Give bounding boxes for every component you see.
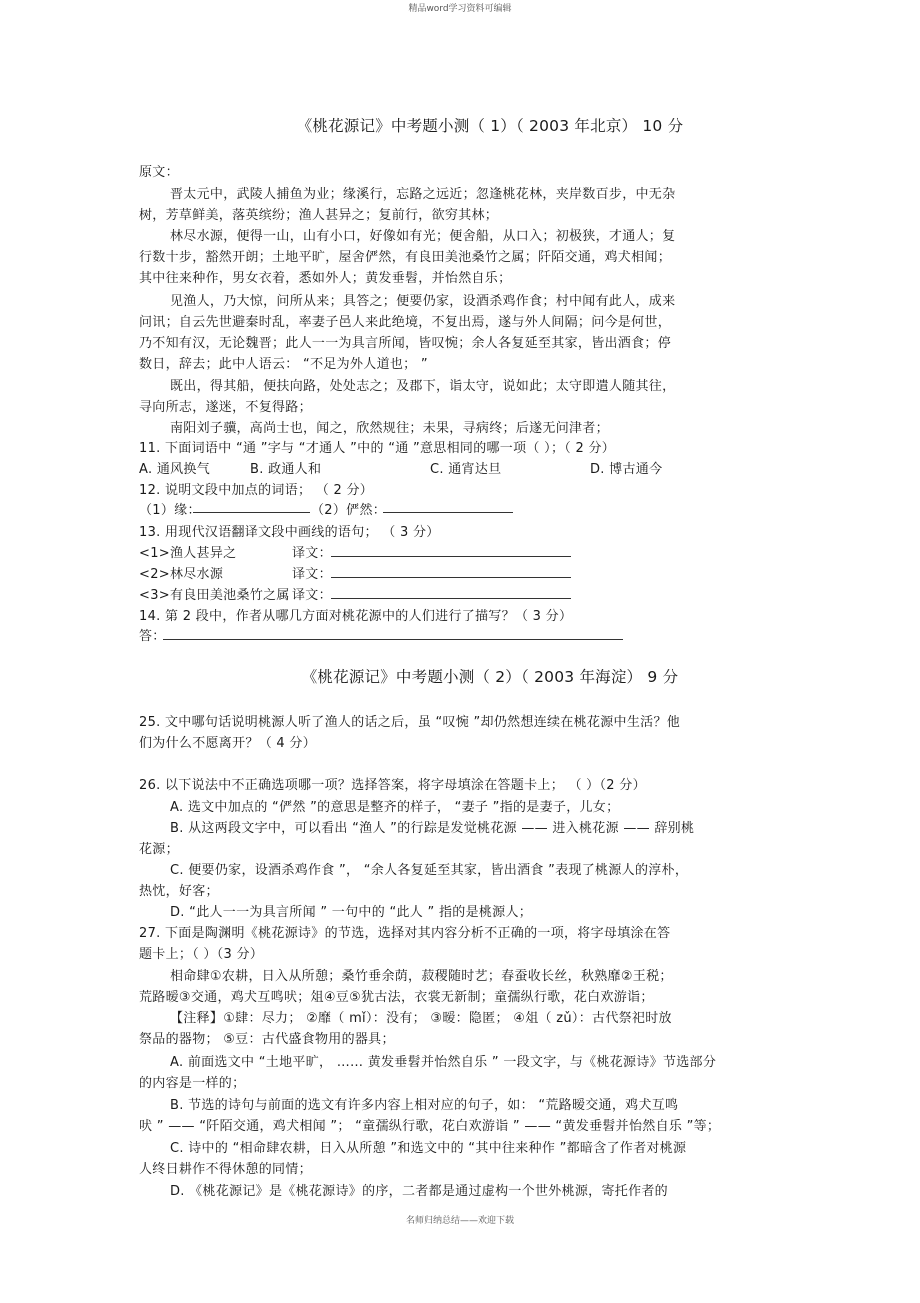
q13-answer-line-3[interactable] xyxy=(331,598,571,599)
q13-translation-label: 译文： xyxy=(292,567,332,582)
q14-answer-line[interactable] xyxy=(163,639,623,640)
q13-answer-line-2[interactable] xyxy=(331,577,571,578)
q12-item-2: （2）俨然： xyxy=(311,503,387,518)
passage-line: 林尽水源，便得一山，山有小口，好像如有光；便舍船，从口入；初极狭，才通人；复 xyxy=(170,229,676,244)
original-text-label: 原文： xyxy=(139,165,179,180)
question-14: 14. 第 2 段中，作者从哪几方面对桃花源中的人们进行了描写？（ 3 分） xyxy=(139,609,573,624)
q12-answer-line-1[interactable] xyxy=(193,512,310,513)
passage-line: 晋太元中，武陵人捕鱼为业；缘溪行，忘路之远近；忽逢桃花林，夹岸数百步，中无杂 xyxy=(170,187,676,202)
q26-option-b: B. 从这两段文字中，可以看出 “渔人 ”的行踪是发觉桃花源 —— 进入桃花源 —— 辞别桃 xyxy=(170,821,695,836)
page-footer: 名师归纳总结——欢迎下载 xyxy=(405,1216,514,1226)
q13-item-3: <3>有良田美池桑竹之属 xyxy=(139,588,290,603)
q27-option-a-cont: 的内容是一样的； xyxy=(139,1076,246,1091)
page-header: 精品word学习资料可编辑 xyxy=(408,4,512,14)
poem-line: 荒路暧③交通，鸡犬互鸣吠；俎④豆⑤犹古法，衣裳无新制；童孺纵行歌，花白欢游诣； xyxy=(139,990,654,1005)
question-27-cont: 题卡上；（ ）（3 分） xyxy=(139,947,264,962)
q27-option-c-cont: 人终日耕作不得休憩的同情； xyxy=(139,1162,312,1177)
passage-line: 乃不知有汉，无论魏晋；此人一一为具言所闻，皆叹惋；余人各复延至其家，皆出酒食；停 xyxy=(139,336,672,351)
q11-option-c: C. 通宵达旦 xyxy=(430,462,502,477)
q26-option-c: C. 便要仍家，设酒杀鸡作食 ”， “余人各复延至其家，皆出酒食 ”表现了桃源人的淳朴， xyxy=(170,863,689,878)
question-27: 27. 下面是陶渊明《桃花源诗》的节选，选择对其内容分析不正确的一项，将字母填涂在答 xyxy=(139,926,671,941)
question-25: 25. 文中哪句话说明桃源人听了渔人的话之后，虽 “叹惋 ”却仍然想连续在桃花源中生活？他 xyxy=(139,715,681,730)
passage-line: 问讯；自云先世避秦时乱，率妻子邑人来此绝境，不复出焉，遂与外人间隔；问今是何世， xyxy=(139,315,672,330)
annotation-line: 祭品的器物； ⑤豆：古代盛食物用的器具； xyxy=(139,1032,395,1047)
q13-item-2: <2>林尽水源 xyxy=(139,567,224,582)
q26-option-b-cont: 花源； xyxy=(139,842,179,857)
question-13: 13. 用现代汉语翻译文段中画线的语句； （ 3 分） xyxy=(139,525,440,540)
poem-line: 相命肆①农耕，日入从所憩；桑竹垂余荫，菽稷随时艺；春蚕收长丝，秋熟靡②王税； xyxy=(170,969,673,984)
q11-option-d: D. 博古通今 xyxy=(590,462,663,477)
q11-option-a: A. 通风换气 xyxy=(139,462,211,477)
section1-title: 《桃花源记》中考题小测（ 1）（ 2003 年北京） 10 分 xyxy=(296,117,684,135)
q11-option-b: B. 政通人和 xyxy=(250,462,322,477)
passage-line: 其中往来种作，男女衣着，悉如外人；黄发垂髫，并怡然自乐； xyxy=(139,271,512,286)
passage-line: 南阳刘子骥，高尚士也，闻之，欣然规往；未果，寻病终；后遂无问津者； xyxy=(170,421,609,436)
question-26: 26. 以下说法中不正确选项哪一项？选择答案，将字母填涂在答题卡上； （ ）（2 分） xyxy=(139,778,646,793)
q26-option-a: A. 选文中加点的 “俨然 ”的意思是整齐的样子， “妻子 ”指的是妻子，儿女； xyxy=(170,800,620,815)
annotation-line: 【注释】①肆：尽力； ②靡（ mǐ）：没有； ③暧：隐匿； ④俎（ zǔ）：古代祭祀时放 xyxy=(170,1011,672,1026)
passage-line: 行数十步，豁然开朗；土地平旷，屋舍俨然，有良田美池桑竹之属；阡陌交通，鸡犬相闻； xyxy=(139,250,672,265)
question-25-cont: 们为什么不愿离开？（ 4 分） xyxy=(139,736,317,751)
passage-line: 既出，得其船，便扶向路，处处志之；及郡下，诣太守，说如此；太守即遣人随其往， xyxy=(170,379,676,394)
q26-option-c-cont: 热忱，好客； xyxy=(139,884,219,899)
q27-option-c: C. 诗中的 “相命肆农耕，日入从所憩 ”和选文中的 “其中往来种作 ”都暗含了作者对桃源 xyxy=(170,1141,687,1156)
q27-option-b-cont: 吠 ” —— “阡陌交通，鸡犬相闻 ”； “童孺纵行歌，花白欢游诣 ” —— “黄发垂髫并怡然自乐 ”等； xyxy=(139,1119,721,1134)
passage-line: 数日，辞去；此中人语云： “不足为外人道也； ” xyxy=(139,357,428,372)
q13-item-1: <1>渔人甚异之 xyxy=(139,546,237,561)
q27-option-d: D. 《桃花源记》是《桃花源诗》的序，二者都是通过虚构一个世外桃源，寄托作者的 xyxy=(170,1184,668,1199)
question-11: 11. 下面词语中 “通 ”字与 “才通人 ”中的 “通 ”意思相同的哪一项（ ）；（ 2 分） xyxy=(139,441,616,456)
q27-option-a: A. 前面选文中 “土地平旷， …… 黄发垂髫并怡然自乐 ” 一段文字，与《桃花源诗》节选部分 xyxy=(170,1055,717,1070)
q13-answer-line-1[interactable] xyxy=(331,556,571,557)
q14-answer-label: 答： xyxy=(139,629,166,644)
q26-option-d: D. “此人一一为具言所闻 ” 一句中的 “此人 ” 指的是桃源人； xyxy=(170,905,533,920)
passage-line: 见渔人，乃大惊，问所从来；具答之；便要仍家，设酒杀鸡作食；村中闻有此人，成来 xyxy=(170,294,676,309)
question-12: 12. 说明文段中加点的词语； （ 2 分） xyxy=(139,483,374,498)
passage-line: 树，芳草鲜美，落英缤纷；渔人甚异之；复前行，欲穷其林； xyxy=(139,208,499,223)
q13-translation-label: 译文： xyxy=(292,588,332,603)
q12-item-1: （1）缘： xyxy=(139,503,201,518)
q27-option-b: B. 节选的诗句与前面的选文有许多内容上相对应的句子，如： “荒路暧交通，鸡犬互鸣 xyxy=(170,1098,679,1113)
q13-translation-label: 译文： xyxy=(292,546,332,561)
passage-line: 寻向所志，遂迷，不复得路； xyxy=(139,400,312,415)
section2-title: 《桃花源记》中考题小测（ 2）（ 2003 年海淀） 9 分 xyxy=(301,668,679,686)
q12-answer-line-2[interactable] xyxy=(383,512,513,513)
